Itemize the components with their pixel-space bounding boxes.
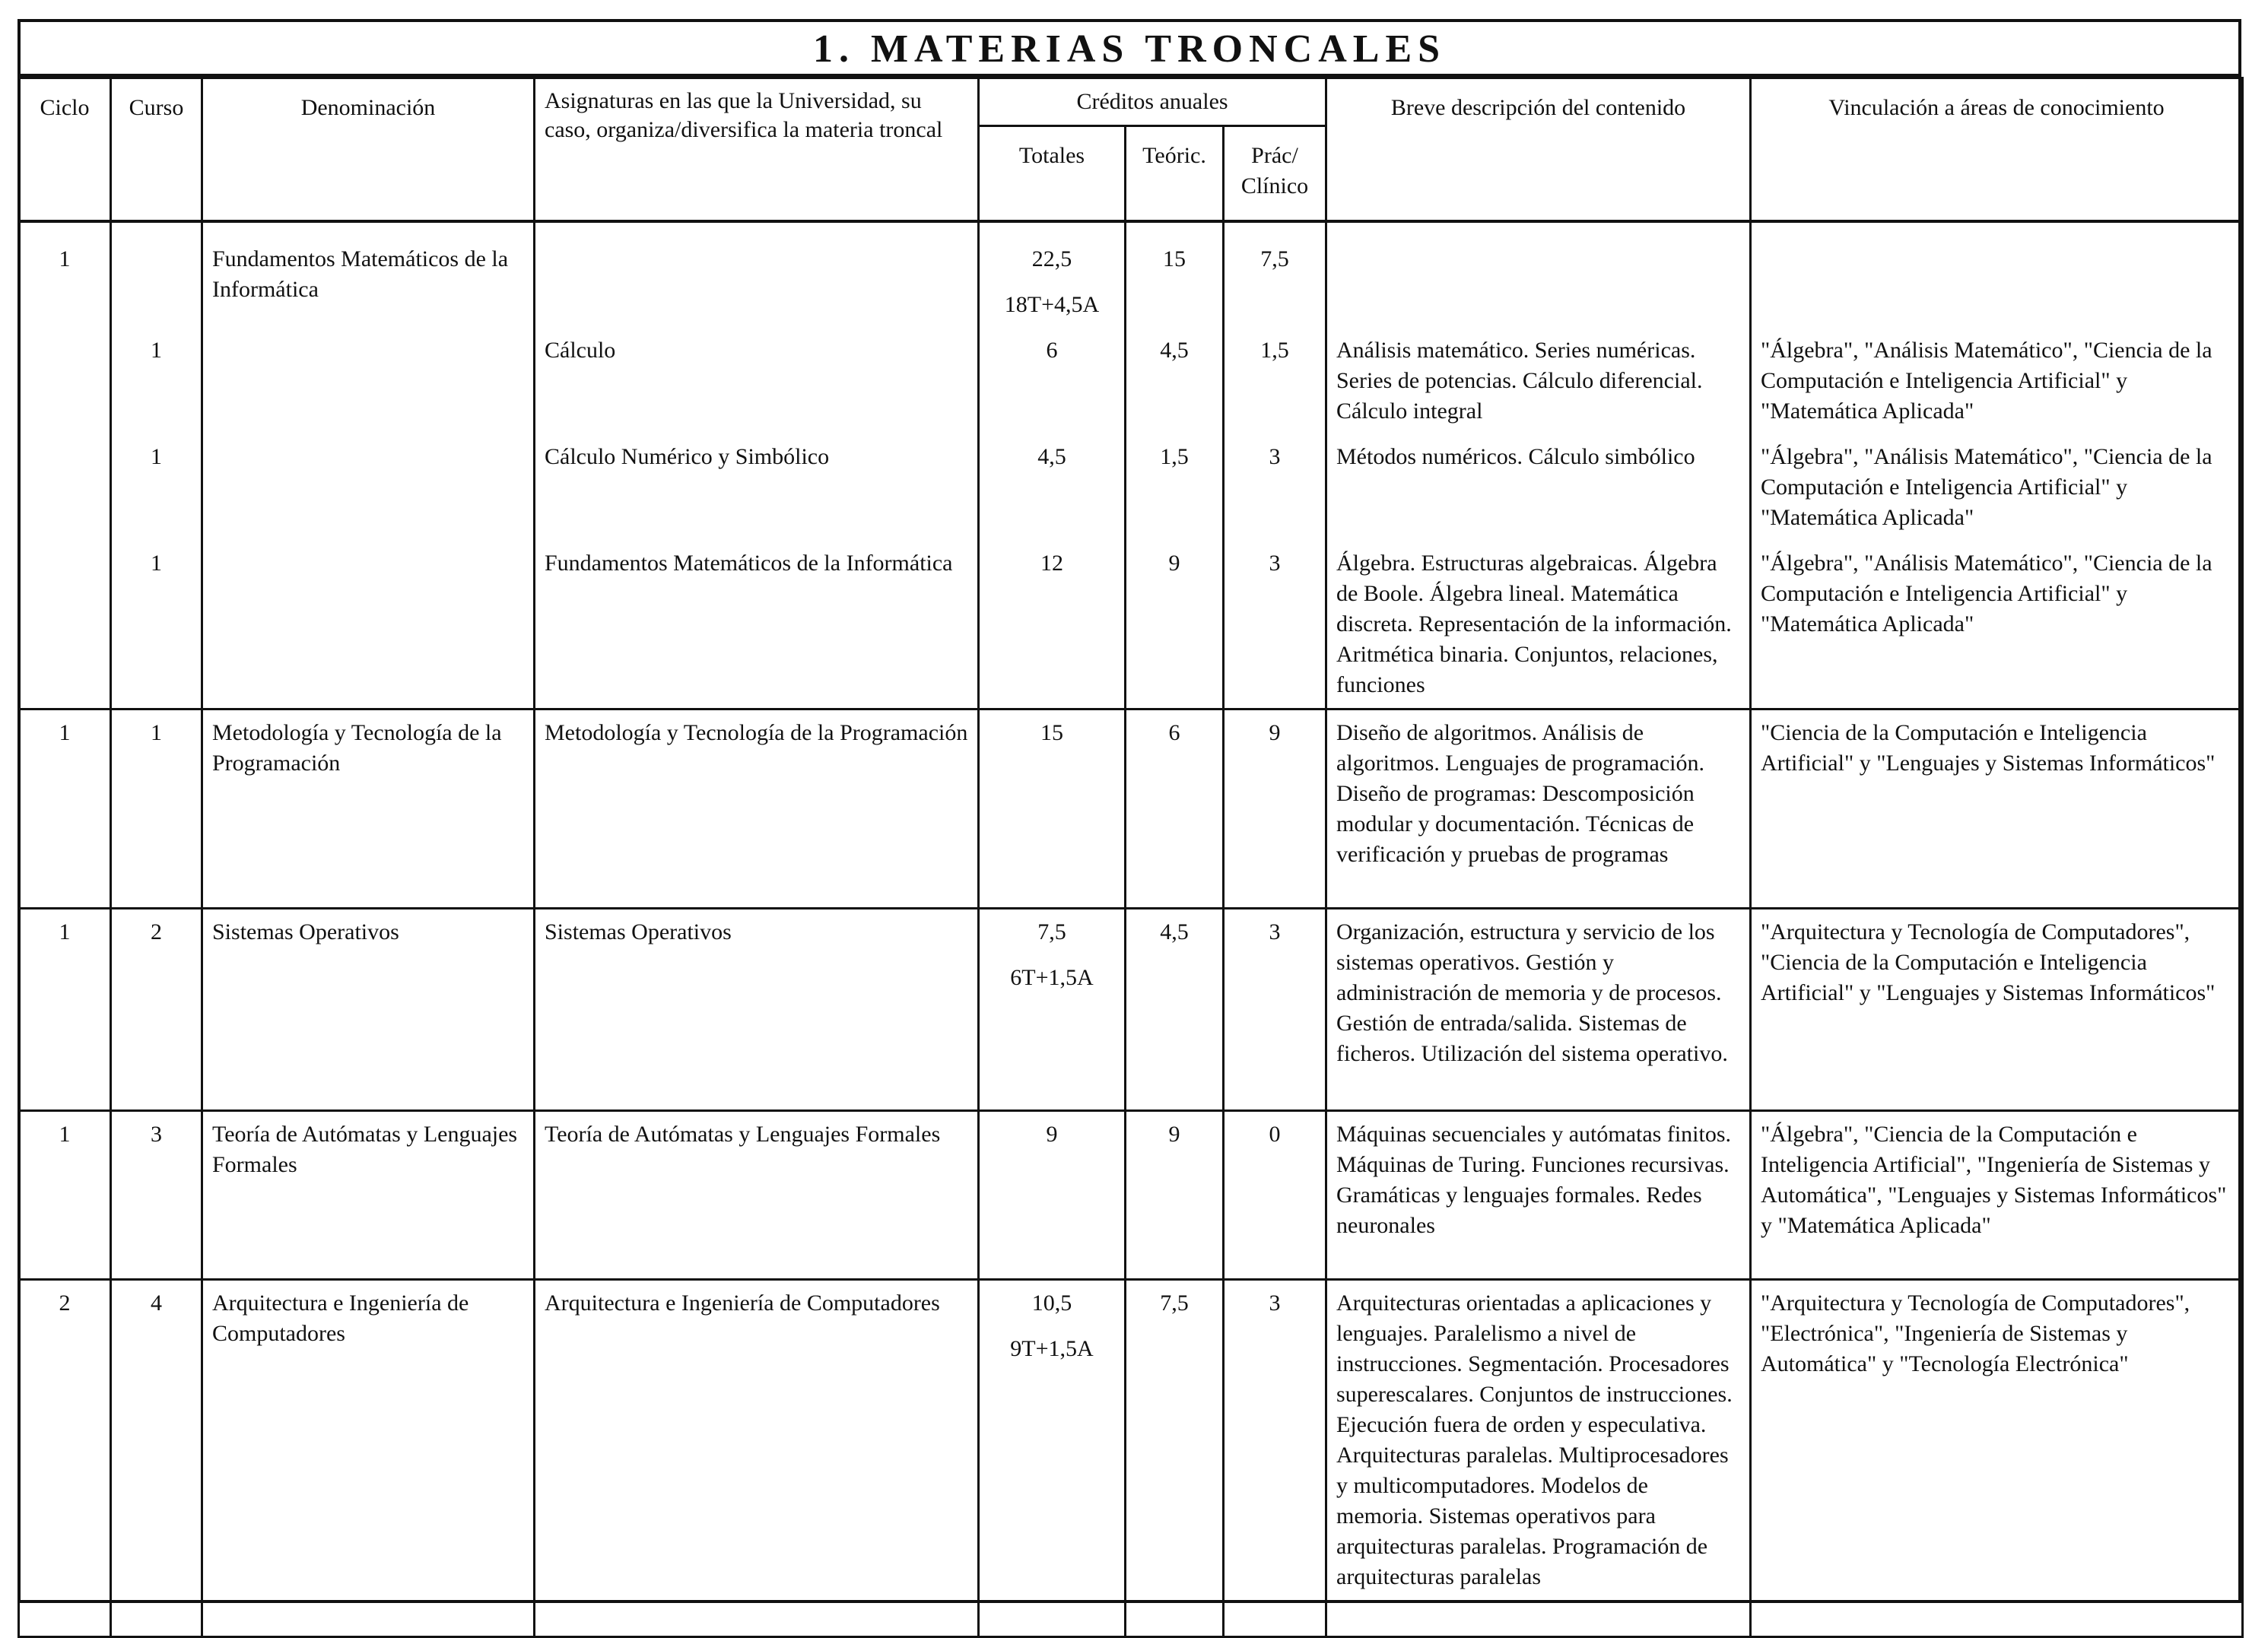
cell-asignatura: Cálculo [535,328,979,434]
cell-curso: 1 [111,328,202,434]
totales-breakdown: 18T+4,5A [1004,292,1100,317]
cell-teoric: 9 [1126,541,1224,709]
cell-totales: 12 [979,541,1126,709]
cell-asignatura: Teoría de Autómatas y Lenguajes Formales [535,1111,979,1280]
cell-curso: 4 [111,1280,202,1637]
cell-descripcion: Análisis matemático. Series numéricas. Series de potencias. Cálculo diferencial. Cálculo integral [1326,328,1751,434]
header-descripcion: Breve descripción del contenido [1326,78,1751,222]
totales-value: 10,5 [1031,1290,1072,1316]
cell-vinculacion: "Arquitectura y Tecnología de Computadores", "Electrónica", "Ingeniería de Sistemas y Automática" y "Tecnología Electrónica" [1751,1280,2243,1637]
cell-ciclo: 2 [19,1280,111,1637]
totales-breakdown: 9T+1,5A [1010,1336,1094,1361]
cell-asignatura: Fundamentos Matemáticos de la Informática [535,541,979,709]
cell-ciclo: 1 [19,221,111,709]
cell-prac: 1,5 [1224,328,1326,434]
header-prac: Prác/ Clínico [1224,126,1326,222]
cell-teoric: 9 [1126,1111,1224,1280]
cell-totales [979,221,1126,328]
header-teoric: Teóric. [1126,126,1224,222]
cell-descripcion: Organización, estructura y servicio de los sistemas operativos. Gestión y administración de memoria y de procesos. Gestión de entrada/salida. Sistemas de ficheros. Utilización del sistema operativo. [1326,909,1751,1111]
cell-vinculacion: "Arquitectura y Tecnología de Computadores", "Ciencia de la Computación e Inteligencia Artificial" y "Lenguajes y Sistemas Informáticos" [1751,909,2243,1111]
cell-asignatura: Sistemas Operativos [535,909,979,1111]
cell-curso: 2 [111,909,202,1111]
cell-vinculacion: "Álgebra", "Análisis Matemático", "Ciencia de la Computación e Inteligencia Artificial" y "Matemática Aplicada" [1751,328,2243,434]
cell-prac: 3 [1224,541,1326,709]
cell-teoric: 1,5 [1126,434,1224,541]
cell-denominacion: Sistemas Operativos [202,909,535,1111]
table-row [19,1111,2243,1280]
cell-asignatura: Arquitectura e Ingeniería de Computadores [535,1280,979,1637]
totales-value: 22,5 [1031,246,1072,271]
cell-curso: 1 [111,709,202,909]
table-row [19,709,2243,909]
cell-denominacion: Teoría de Autómatas y Lenguajes Formales [202,1111,535,1280]
cell-denominacion: Arquitectura e Ingeniería de Computadores [202,1280,535,1637]
cell-prac: 3 [1224,1280,1326,1637]
cell-prac: 7,5 [1224,221,1326,328]
cell-denominacion: Fundamentos Matemáticos de la Informática [202,221,535,709]
table-row [19,909,2243,1111]
cell-curso: 1 [111,434,202,541]
table-row [19,221,2243,328]
cell-totales [979,1280,1126,1637]
cell-teoric: 4,5 [1126,909,1224,1111]
page-title: 1. MATERIAS TRONCALES [17,19,2241,77]
cell-vinculacion: "Álgebra", "Ciencia de la Computación e Inteligencia Artificial", "Ingeniería de Sistemas y Automática", "Lenguajes y Sistemas Informáticos" y "Matemática Aplicada" [1751,1111,2243,1280]
cell-ciclo: 1 [19,709,111,909]
header-denominacion: Denominación [202,78,535,222]
cell-teoric: 6 [1126,709,1224,909]
cell-curso: 3 [111,1111,202,1280]
cell-denominacion: Metodología y Tecnología de la Programación [202,709,535,909]
cell-descripcion: Máquinas secuenciales y autómatas finitos. Máquinas de Turing. Funciones recursivas. Gramáticas y lenguajes formales. Redes neuronales [1326,1111,1751,1280]
header-ciclo: Ciclo [19,78,111,222]
table-row [19,1280,2243,1637]
cell-totales: 6 [979,328,1126,434]
cell-asignatura: Metodología y Tecnología de la Programación [535,709,979,909]
cell-prac: 0 [1224,1111,1326,1280]
cell-vinculacion: "Ciencia de la Computación e Inteligencia Artificial" y "Lenguajes y Sistemas Informáticos" [1751,709,2243,909]
cell-curso: 1 [111,541,202,709]
cell-totales [979,909,1126,1111]
cell-teoric: 4,5 [1126,328,1224,434]
cell-teoric: 7,5 [1126,1280,1224,1637]
cell-descripcion: Métodos numéricos. Cálculo simbólico [1326,434,1751,541]
cell-prac: 9 [1224,709,1326,909]
header-creditos: Créditos anuales [979,78,1326,126]
cell-prac: 3 [1224,434,1326,541]
cell-descripcion: Diseño de algoritmos. Análisis de algoritmos. Lenguajes de programación. Diseño de programas: Descomposición modular y documentación. Técnicas de verificación y pruebas de programas [1326,709,1751,909]
cell-totales: 9 [979,1111,1126,1280]
header-curso: Curso [111,78,202,222]
cell-teoric: 15 [1126,221,1224,328]
header-totales: Totales [979,126,1126,222]
cell-descripcion: Álgebra. Estructuras algebraicas. Álgebra de Boole. Álgebra lineal. Matemática discreta. Representación de la información. Aritmética binaria. Conjuntos, relaciones, funciones [1326,541,1751,709]
header-vinculacion: Vinculación a áreas de conocimiento [1751,78,2243,222]
cell-ciclo: 1 [19,1111,111,1280]
cell-totales: 15 [979,709,1126,909]
header-asignaturas: Asignaturas en las que la Universidad, su caso, organiza/diversifica la materia troncal [535,78,979,222]
cell-vinculacion: "Álgebra", "Análisis Matemático", "Ciencia de la Computación e Inteligencia Artificial" y "Matemática Aplicada" [1751,434,2243,541]
cell-vinculacion: "Álgebra", "Análisis Matemático", "Ciencia de la Computación e Inteligencia Artificial" y "Matemática Aplicada" [1751,541,2243,709]
cell-asignatura: Cálculo Numérico y Simbólico [535,434,979,541]
totales-breakdown: 6T+1,5A [1010,965,1094,990]
cell-totales: 4,5 [979,434,1126,541]
cell-ciclo: 1 [19,909,111,1111]
cell-descripcion: Arquitecturas orientadas a aplicaciones y lenguajes. Paralelismo a nivel de instrucciones. Segmentación. Procesadores superescalares. Conjuntos de instrucciones. Ejecución fuera de orden y especulativa. Arquitecturas paralelas. Multiprocesadores y multicomputadores. Modelos de memoria. Sistemas operativos para arquitecturas paralelas. Programación de arquitecturas paralelas [1326,1280,1751,1637]
cell-prac: 3 [1224,909,1326,1111]
materias-table [17,77,2244,1638]
totales-value: 7,5 [1037,919,1066,944]
